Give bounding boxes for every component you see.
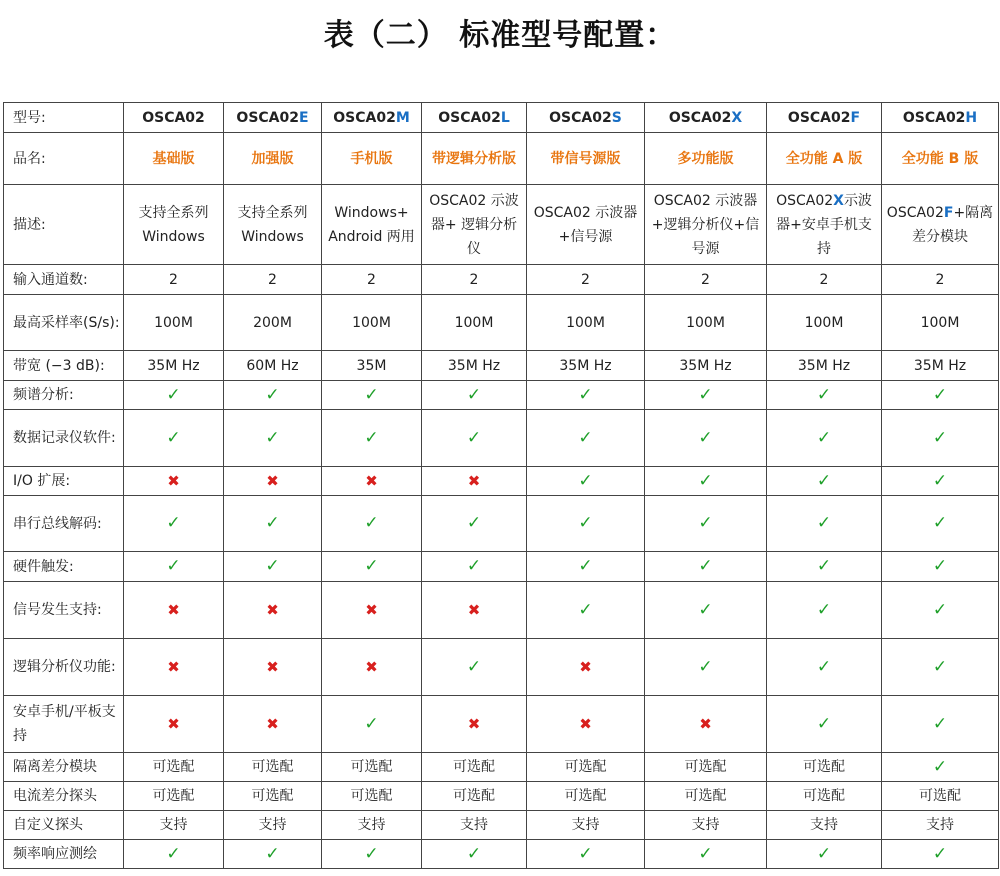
option-cell: 支持 xyxy=(882,811,999,840)
feature-cell xyxy=(882,496,999,552)
checkmark-icon: ✓ xyxy=(932,713,948,734)
feature-row xyxy=(4,410,999,467)
option-cell: 支持 xyxy=(124,811,224,840)
cross-icon: ✖ xyxy=(167,600,180,619)
row-label: 型号: xyxy=(4,103,124,133)
spec-value-cell: 2 xyxy=(322,265,422,295)
spec-value-cell: 35M xyxy=(322,351,422,381)
spec-row xyxy=(4,295,999,351)
option-cell: 可选配 xyxy=(224,782,322,811)
checkmark-icon: ✓ xyxy=(816,843,832,864)
cross-icon: ✖ xyxy=(167,471,180,490)
checkmark-icon: ✓ xyxy=(816,470,832,491)
feature-cell xyxy=(124,582,224,639)
checkmark-icon: ✓ xyxy=(932,599,948,620)
feature-cell xyxy=(124,467,224,496)
description-text: 支持全系列 Windows xyxy=(237,204,308,245)
spec-row xyxy=(4,351,999,381)
spec-value-cell: 35M Hz xyxy=(527,351,645,381)
row-label: 信号发生支持: xyxy=(4,582,124,639)
feature-cell xyxy=(645,410,767,467)
feature-cell xyxy=(322,582,422,639)
feature-cell xyxy=(882,381,999,410)
feature-cell xyxy=(422,467,527,496)
checkmark-icon: ✓ xyxy=(364,843,379,864)
feature-cell xyxy=(124,410,224,467)
checkmark-icon: ✓ xyxy=(932,656,948,677)
description-cell xyxy=(645,185,767,265)
feature-cell xyxy=(224,496,322,552)
feature-cell xyxy=(422,496,527,552)
feature-cell xyxy=(422,639,527,696)
checkmark-icon: ✓ xyxy=(466,656,482,677)
description-cell xyxy=(527,185,645,265)
checkmark-icon: ✓ xyxy=(466,556,482,576)
cross-icon: ✖ xyxy=(365,600,378,619)
model-suffix: M xyxy=(395,109,410,126)
feature-cell xyxy=(124,840,224,869)
model-base: OSCA02 xyxy=(549,109,612,126)
checkmark-icon: ✓ xyxy=(816,656,832,677)
feature-cell xyxy=(882,410,999,467)
row-label: I/O 扩展: xyxy=(4,467,124,496)
description-text: 示波器+安卓手机支持 xyxy=(776,192,872,257)
feature-cell xyxy=(767,552,882,582)
feature-cell xyxy=(527,467,645,496)
checkmark-icon: ✓ xyxy=(265,513,280,533)
model-suffix: E xyxy=(299,109,309,126)
spec-table xyxy=(3,102,999,869)
description-cell xyxy=(767,185,882,265)
checkmark-icon: ✓ xyxy=(466,513,482,533)
option-row xyxy=(4,753,999,782)
feature-cell xyxy=(882,639,999,696)
checkmark-icon: ✓ xyxy=(166,513,181,533)
option-cell: 可选配 xyxy=(645,782,767,811)
feature-row xyxy=(4,467,999,496)
spec-value-cell: 35M Hz xyxy=(124,351,224,381)
option-cell: 可选配 xyxy=(224,753,322,782)
checkmark-icon: ✓ xyxy=(265,427,280,448)
feature-cell xyxy=(527,696,645,753)
model-suffix: X xyxy=(731,109,743,126)
row-label: 逻辑分析仪功能: xyxy=(4,639,124,696)
product-name-cell: 多功能版 xyxy=(645,133,767,185)
checkmark-icon: ✓ xyxy=(578,843,593,864)
feature-cell xyxy=(322,381,422,410)
option-cell: 支持 xyxy=(767,811,882,840)
checkmark-icon: ✓ xyxy=(578,556,593,576)
checkmark-icon: ✓ xyxy=(816,513,832,533)
spec-value-cell: 200M xyxy=(224,295,322,351)
product-name-cell: 手机版 xyxy=(322,133,422,185)
row-label: 安卓手机/平板支持 xyxy=(4,696,124,753)
checkmark-icon: ✓ xyxy=(816,427,832,448)
option-cell: 可选配 xyxy=(124,782,224,811)
description-text: OSCA02 示波器+信号源 xyxy=(533,204,638,245)
model-cell xyxy=(124,103,224,133)
option-cell: 支持 xyxy=(422,811,527,840)
feature-row xyxy=(4,639,999,696)
spec-value-cell: 2 xyxy=(527,265,645,295)
feature-cell xyxy=(767,467,882,496)
option-cell: 可选配 xyxy=(124,753,224,782)
feature-cell xyxy=(224,582,322,639)
row-label: 输入通道数: xyxy=(4,265,124,295)
feature-cell xyxy=(767,840,882,869)
option-cell: 支持 xyxy=(224,811,322,840)
model-cell xyxy=(322,103,422,133)
checkmark-icon: ✓ xyxy=(816,599,832,620)
checkmark-icon: ✓ xyxy=(932,384,948,405)
model-cell xyxy=(645,103,767,133)
product-name-cell: 基础版 xyxy=(124,133,224,185)
spec-value-cell: 100M xyxy=(322,295,422,351)
model-base: OSCA02 xyxy=(438,109,501,126)
feature-cell xyxy=(124,639,224,696)
feature-cell xyxy=(645,496,767,552)
model-cell xyxy=(224,103,322,133)
cross-icon: ✖ xyxy=(579,714,592,733)
description-text: OSCA02 示波器+ 逻辑分析仪 xyxy=(429,192,519,257)
description-text: 支持全系列 Windows xyxy=(138,204,209,245)
feature-cell xyxy=(882,696,999,753)
model-base: OSCA02 xyxy=(333,109,396,126)
checkmark-icon: ✓ xyxy=(578,513,593,533)
description-model: OSCA02 xyxy=(776,192,834,209)
description-model: OSCA02 xyxy=(886,204,944,221)
feature-cell xyxy=(224,410,322,467)
spec-value-cell: 100M xyxy=(422,295,527,351)
feature-cell xyxy=(422,696,527,753)
spec-value-cell: 2 xyxy=(422,265,527,295)
feature-row xyxy=(4,496,999,552)
model-suffix: H xyxy=(965,109,978,126)
spec-value-cell: 35M Hz xyxy=(645,351,767,381)
option-cell: 可选配 xyxy=(322,782,422,811)
model-suffix: L xyxy=(500,109,510,126)
feature-cell xyxy=(224,381,322,410)
cross-icon: ✖ xyxy=(579,657,592,676)
row-label: 带宽 (−3 dB): xyxy=(4,351,124,381)
model-suffix: S xyxy=(611,109,622,126)
feature-cell xyxy=(527,552,645,582)
feature-cell xyxy=(767,582,882,639)
feature-cell xyxy=(124,552,224,582)
row-label: 串行总线解码: xyxy=(4,496,124,552)
feature-cell xyxy=(767,410,882,467)
checkmark-icon: ✓ xyxy=(816,556,832,576)
feature-cell xyxy=(527,381,645,410)
feature-cell xyxy=(645,552,767,582)
checkmark-icon: ✓ xyxy=(932,843,948,864)
model-base: OSCA02 xyxy=(142,109,205,126)
feature-cell xyxy=(322,410,422,467)
row-label: 隔离差分模块 xyxy=(4,753,124,782)
spec-value-cell: 2 xyxy=(124,265,224,295)
feature-cell xyxy=(527,840,645,869)
product-name-cell: 加强版 xyxy=(224,133,322,185)
feature-cell xyxy=(124,381,224,410)
checkmark-icon: ✓ xyxy=(466,384,482,405)
spec-value-cell: 60M Hz xyxy=(224,351,322,381)
checkmark-icon: ✓ xyxy=(698,513,713,533)
product-name-cell: 全功能 A 版 xyxy=(767,133,882,185)
feature-cell xyxy=(224,840,322,869)
model-base: OSCA02 xyxy=(902,109,966,126)
feature-cell xyxy=(224,467,322,496)
spec-value-cell: 35M Hz xyxy=(882,351,999,381)
feature-cell xyxy=(322,496,422,552)
option-cell: 可选配 xyxy=(882,782,999,811)
row-label: 品名: xyxy=(4,133,124,185)
checkmark-icon: ✓ xyxy=(466,427,482,448)
option-cell: 可选配 xyxy=(527,753,645,782)
spec-value-cell: 100M xyxy=(645,295,767,351)
checkmark-icon: ✓ xyxy=(578,470,593,491)
feature-cell xyxy=(527,639,645,696)
feature-cell xyxy=(322,467,422,496)
model-base: OSCA02 xyxy=(668,109,732,126)
option-cell: 可选配 xyxy=(527,782,645,811)
row-label: 自定义探头 xyxy=(4,811,124,840)
feature-cell xyxy=(882,467,999,496)
feature-cell xyxy=(224,552,322,582)
option-cell: 可选配 xyxy=(645,753,767,782)
feature-cell xyxy=(527,496,645,552)
checkmark-icon: ✓ xyxy=(698,470,713,491)
option-cell: 可选配 xyxy=(422,782,527,811)
option-row xyxy=(4,782,999,811)
feature-row xyxy=(4,552,999,582)
model-cell xyxy=(527,103,645,133)
description-text: +隔离差分模块 xyxy=(912,204,994,245)
feature-cell xyxy=(422,840,527,869)
spec-value-cell: 2 xyxy=(224,265,322,295)
product-name-cell: 全功能 B 版 xyxy=(882,133,999,185)
spec-value-cell: 2 xyxy=(882,265,999,295)
feature-cell xyxy=(224,639,322,696)
option-cell xyxy=(882,753,999,782)
feature-cell xyxy=(422,381,527,410)
description-cell xyxy=(322,185,422,265)
product-name-cell: 带逻辑分析版 xyxy=(422,133,527,185)
product-name-row xyxy=(4,133,999,185)
checkmark-icon: ✓ xyxy=(265,556,280,576)
feature-cell xyxy=(767,496,882,552)
row-label: 电流差分探头 xyxy=(4,782,124,811)
cross-icon: ✖ xyxy=(467,714,481,733)
feature-cell xyxy=(224,696,322,753)
option-cell: 支持 xyxy=(527,811,645,840)
feature-cell xyxy=(767,696,882,753)
feature-cell xyxy=(645,467,767,496)
row-label: 频谱分析: xyxy=(4,381,124,410)
checkmark-icon: ✓ xyxy=(364,427,379,448)
feature-cell xyxy=(124,696,224,753)
feature-cell xyxy=(322,840,422,869)
option-row xyxy=(4,811,999,840)
model-cell xyxy=(422,103,527,133)
spec-row xyxy=(4,265,999,295)
description-row xyxy=(4,185,999,265)
row-label: 数据记录仪软件: xyxy=(4,410,124,467)
checkmark-icon: ✓ xyxy=(816,713,832,734)
spec-value-cell: 100M xyxy=(767,295,882,351)
checkmark-icon: ✓ xyxy=(265,384,280,405)
feature-cell xyxy=(124,496,224,552)
checkmark-icon: ✓ xyxy=(578,427,593,448)
checkmark-icon: ✓ xyxy=(166,843,181,864)
checkmark-icon: ✓ xyxy=(166,384,181,405)
feature-cell xyxy=(422,582,527,639)
model-suffix: X xyxy=(833,192,844,209)
feature-cell xyxy=(882,552,999,582)
option-cell: 可选配 xyxy=(422,753,527,782)
cross-icon: ✖ xyxy=(699,714,712,733)
product-name-cell: 带信号源版 xyxy=(527,133,645,185)
cross-icon: ✖ xyxy=(266,657,279,676)
checkmark-icon: ✓ xyxy=(466,843,482,864)
spec-value-cell: 35M Hz xyxy=(767,351,882,381)
checkmark-icon: ✓ xyxy=(816,384,832,405)
feature-row xyxy=(4,381,999,410)
checkmark-icon: ✓ xyxy=(578,599,593,620)
spec-value-cell: 100M xyxy=(882,295,999,351)
cross-icon: ✖ xyxy=(167,657,180,676)
option-cell: 可选配 xyxy=(767,782,882,811)
checkmark-icon: ✓ xyxy=(166,556,181,576)
description-text: Windows+ Android 两用 xyxy=(328,204,415,245)
feature-cell xyxy=(645,639,767,696)
cross-icon: ✖ xyxy=(365,657,378,676)
feature-cell xyxy=(527,582,645,639)
checkmark-icon: ✓ xyxy=(932,427,948,448)
cross-icon: ✖ xyxy=(266,714,279,733)
feature-cell xyxy=(322,552,422,582)
feature-cell xyxy=(645,381,767,410)
checkmark-icon: ✓ xyxy=(578,384,593,405)
feature-cell xyxy=(422,410,527,467)
cross-icon: ✖ xyxy=(365,471,378,490)
model-cell xyxy=(882,103,999,133)
feature-row xyxy=(4,582,999,639)
feature-cell xyxy=(645,840,767,869)
checkmark-icon: ✓ xyxy=(364,513,379,533)
option-cell: 可选配 xyxy=(767,753,882,782)
feature-row xyxy=(4,696,999,753)
checkmark-icon: ✓ xyxy=(265,843,280,864)
checkmark-icon: ✓ xyxy=(364,556,379,576)
model-base: OSCA02 xyxy=(236,109,299,126)
checkmark-icon: ✓ xyxy=(166,427,181,448)
description-cell xyxy=(224,185,322,265)
cross-icon: ✖ xyxy=(266,471,279,490)
feature-row xyxy=(4,840,999,869)
feature-cell xyxy=(882,582,999,639)
option-cell: 支持 xyxy=(322,811,422,840)
checkmark-icon: ✓ xyxy=(698,843,713,864)
checkmark-icon: ✓ xyxy=(932,556,948,576)
feature-cell xyxy=(645,696,767,753)
checkmark-icon: ✓ xyxy=(364,384,379,405)
model-suffix: F xyxy=(943,204,954,221)
model-suffix: F xyxy=(850,109,861,126)
feature-cell xyxy=(767,381,882,410)
spec-value-cell: 2 xyxy=(767,265,882,295)
row-label: 最高采样率(S/s): xyxy=(4,295,124,351)
spec-value-cell: 100M xyxy=(124,295,224,351)
feature-cell xyxy=(645,582,767,639)
option-cell: 支持 xyxy=(645,811,767,840)
cross-icon: ✖ xyxy=(467,471,481,490)
cross-icon: ✖ xyxy=(467,600,481,619)
spec-value-cell: 35M Hz xyxy=(422,351,527,381)
model-base: OSCA02 xyxy=(787,109,851,126)
checkmark-icon: ✓ xyxy=(698,427,713,448)
description-cell xyxy=(124,185,224,265)
cross-icon: ✖ xyxy=(266,600,279,619)
feature-cell xyxy=(882,840,999,869)
page-title: 表（二） 标准型号配置： xyxy=(323,18,677,53)
feature-cell xyxy=(322,639,422,696)
feature-cell xyxy=(322,696,422,753)
checkmark-icon: ✓ xyxy=(932,513,948,533)
checkmark-icon: ✓ xyxy=(698,599,713,620)
spec-value-cell: 100M xyxy=(527,295,645,351)
row-label: 描述: xyxy=(4,185,124,265)
model-cell xyxy=(767,103,882,133)
cross-icon: ✖ xyxy=(167,714,180,733)
checkmark-icon: ✓ xyxy=(932,470,948,491)
description-text: OSCA02 示波器+逻辑分析仪+信号源 xyxy=(651,192,760,257)
checkmark-icon: ✓ xyxy=(698,656,713,677)
feature-cell xyxy=(422,552,527,582)
option-cell: 可选配 xyxy=(322,753,422,782)
description-cell xyxy=(882,185,999,265)
feature-cell xyxy=(767,639,882,696)
row-label: 硬件触发: xyxy=(4,552,124,582)
model-header-row xyxy=(4,103,999,133)
checkmark-icon: ✓ xyxy=(364,713,379,734)
checkmark-icon: ✓ xyxy=(932,756,948,777)
row-label: 频率响应测绘 xyxy=(4,840,124,869)
description-cell xyxy=(422,185,527,265)
checkmark-icon: ✓ xyxy=(698,556,713,576)
spec-value-cell: 2 xyxy=(645,265,767,295)
checkmark-icon: ✓ xyxy=(698,384,713,405)
feature-cell xyxy=(527,410,645,467)
